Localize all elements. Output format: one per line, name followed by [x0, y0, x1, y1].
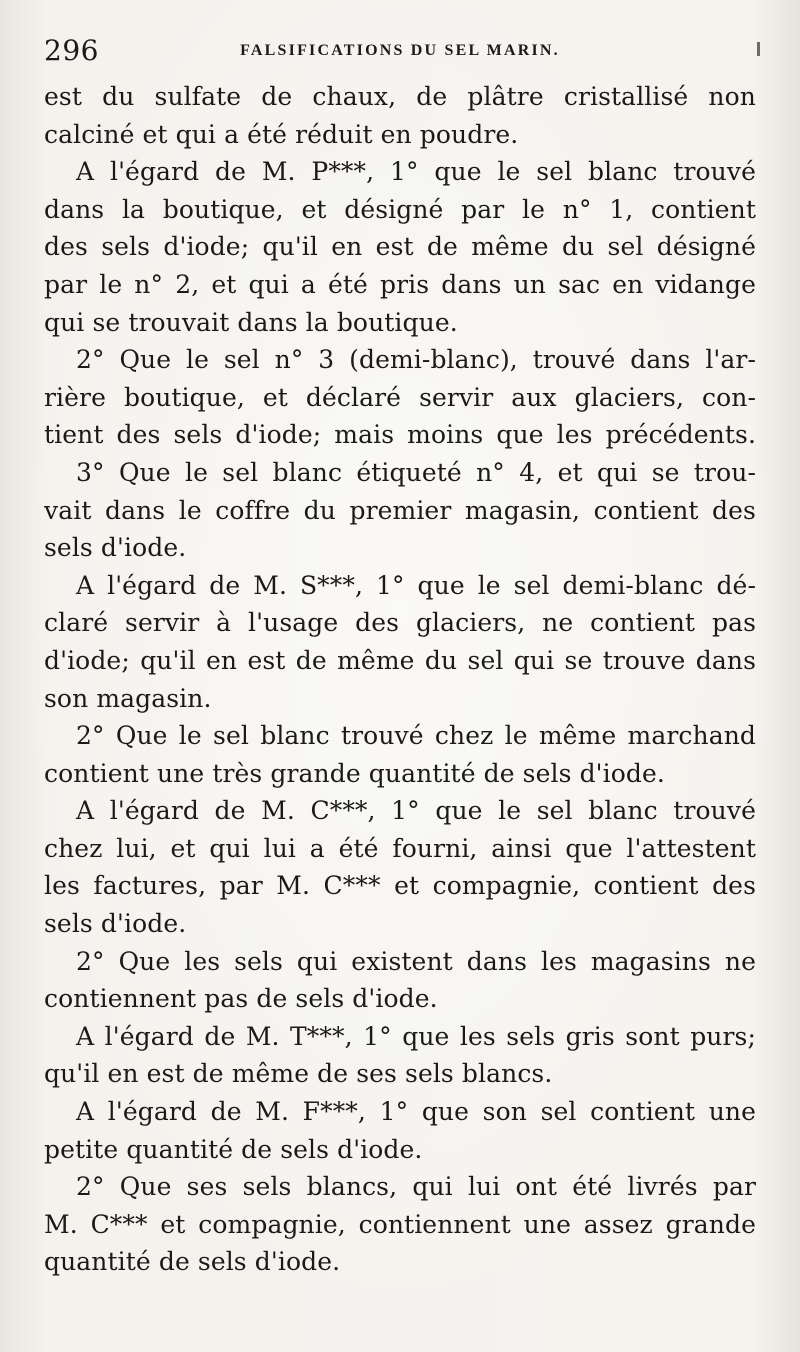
text-line: chez lui, et qui lui a été fourni, ainsi que l'attestent [44, 833, 756, 863]
text-line: M. C*** et compagnie, contiennent une assez grande [44, 1209, 756, 1239]
text-line: 2° Que le sel n° 3 (demi-blanc), trouvé dans l'ar- [76, 345, 756, 375]
text-line: A l'égard de M. F***, 1° que son sel contient une [76, 1097, 756, 1127]
text-line: 3° Que le sel blanc étiqueté n° 4, et qui se trou- [76, 457, 756, 487]
text-line: quantité de sels d'iode. [44, 1247, 341, 1277]
text-line: dans la boutique, et désigné par le n° 1, contient [44, 194, 756, 224]
text-line: d'iode; qu'il en est de même du sel qui se trouve dans [44, 645, 756, 675]
text-line: 2° Que le sel blanc trouvé chez le même marchand [76, 721, 756, 751]
text-line: rière boutique, et déclaré servir aux glaciers, con- [44, 382, 756, 412]
text-line: A l'égard de M. S***, 1° que le sel demi-blanc dé- [76, 570, 756, 600]
text-line: contiennent pas de sels d'iode. [44, 984, 438, 1014]
text-line: son magasin. [44, 683, 212, 713]
text-line: A l'égard de M. P***, 1° que le sel blanc trouvé [76, 157, 756, 187]
text-line: qui se trouvait dans la boutique. [44, 307, 458, 337]
body-text [44, 78, 756, 1281]
running-title: FALSIFICATIONS DU SEL MARIN. [240, 42, 560, 59]
margin-mark [757, 42, 760, 56]
text-line: 2° Que ses sels blancs, qui lui ont été livrés par [76, 1172, 756, 1202]
text-line: est du sulfate de chaux, de plâtre cristallisé non [44, 82, 756, 111]
text-line: contient une très grande quantité de sels d'iode. [44, 758, 665, 788]
text-line: vait dans le coffre du premier magasin, contient des [44, 495, 756, 525]
text-line: 2° Que les sels qui existent dans les magasins ne [76, 946, 756, 976]
text-line: qu'il en est de même de ses sels blancs. [44, 1059, 553, 1089]
text-line: A l'égard de M. C***, 1° que le sel blanc trouvé [76, 796, 756, 826]
text-line: calciné et qui a été réduit en poudre. [44, 119, 519, 149]
text-line: petite quantité de sels d'iode. [44, 1134, 423, 1164]
running-head [40, 30, 760, 70]
text-line: claré servir à l'usage des glaciers, ne contient pas [44, 608, 756, 638]
text-line: sels d'iode. [44, 533, 187, 563]
text-line: des sels d'iode; qu'il en est de même du sel désigné [44, 232, 756, 262]
text-line: par le n° 2, et qui a été pris dans un sac en vidange [44, 269, 756, 299]
text-line: A l'égard de M. T***, 1° que les sels gris sont purs; [76, 1021, 756, 1051]
page-number: 296 [44, 34, 99, 67]
text-line: sels d'iode. [44, 909, 187, 939]
text-line: les factures, par M. C*** et compagnie, contient des [44, 871, 756, 901]
text-line: tient des sels d'iode; mais moins que les précédents. [44, 420, 756, 450]
